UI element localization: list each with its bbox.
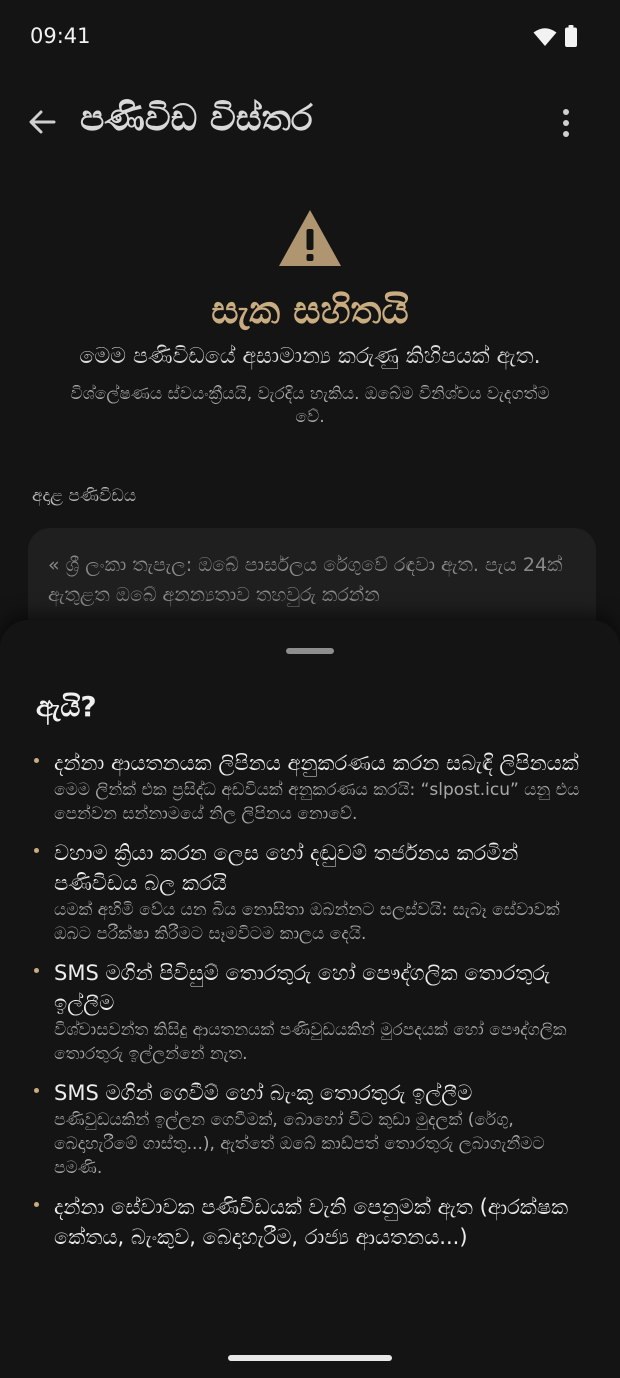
app-bar [0,90,620,160]
status-bar [0,0,620,76]
sheet-drag-handle[interactable] [286,648,334,654]
bullet-icon [34,758,39,763]
reason-item [30,748,590,826]
gesture-nav-bar[interactable] [228,1355,392,1361]
reason-title: දන්නා සේවාවක පණිවිඩයක් වැනි පෙනුමක් ඇත (ආරක්ෂක කේතය, බැංකුව, බෙදාහැරීම, රාජ්‍ය ආයතනය...) [54,1195,569,1249]
reason-item [30,1078,590,1180]
reason-description: මෙම ලින්ක් එක ප්‍රසිද්ධ අඩවියක් අනුකරණය කරයි: “slpost.icu” යනු එය පෙන්වන සන්නාමයේ නිල ලිපිනය නොවේ. [54,780,580,824]
verdict-label: සැක සහිතයි [211,288,409,332]
message-text: « ශ්‍රී ලංකා තැපැල: ඔබේ පාර්සලය රේගුවේ රඳවා ඇත. පැය 24ක් ඇතුළත ඔබේ අනන්‍යතාව තහවුරු කරන්න [48,554,563,606]
reason-title: SMS මගින් පිවිසුම් තොරතුරු හෝ පෞද්ගලික තොරතුරු ඉල්ලීම [54,961,550,1015]
reasons-bottom-sheet [0,620,620,1378]
bullet-icon [34,1202,39,1207]
arrow-back-icon[interactable] [26,106,58,138]
bullet-icon [34,1088,39,1093]
message-section-label: අදාළ පණිවිඩය [32,486,137,506]
reason-title: වහාම ක්‍රියා කරන ලෙස හෝ දඬුවම් තර්ජනය කරමින් පණිවිඩය බල කරයි [54,841,519,895]
reason-description: විශ්වාසවන්ත කිසිදු ආයතනයක් පණිවුඩයකින් මුරපදයක් හෝ පෞද්ගලික තොරතුරු ඉල්ලන්නේ නැත. [54,1020,567,1064]
wifi-icon [533,27,557,47]
bullet-icon [34,848,39,853]
reasons-list [30,748,590,1264]
verdict-disclaimer: විශ්ලේෂණය ස්වයංක්‍රීයයි, වැරදිය හැකිය. ඔබේම විනිශ්චය වැදගත්ම වේ. [70,384,550,427]
sheet-heading: ඇයි? [36,690,97,723]
page-title: පණිවිඩ විස්තර [80,98,313,139]
reason-description: පණිවුඩයකින් ඉල්ලන ගෙවීමක්, බොහෝ විට කුඩා මුදලක් (රේගු, බෙදාහැරීමේ ගාස්තු...), ඇත්තේ ඔබේ කාඩ්පත් තොරතුරු ලබාගැනීමට පමණි. [54,1110,545,1178]
warning-triangle-icon [278,208,342,268]
more-vert-icon[interactable] [552,106,580,140]
reason-item [30,838,590,946]
reason-title: SMS මගින් ගෙවීම් හෝ බැංකු තොරතුරු ඉල්ලීම [54,1081,473,1105]
reason-description: යමක් අහිමි වේය යන බිය නොසිතා ඔබන්නට සලස්වයි: සැබෑ සේවාවක් ඔබට පරීක්ෂා කිරීමට සෑමවිටම කාලය දෙයි. [54,900,560,944]
bullet-icon [34,968,39,973]
reason-item [30,1192,590,1252]
status-time: 09:41 [30,24,91,48]
reason-item [30,958,590,1066]
battery-icon [565,25,577,47]
verdict-subtitle: මෙම පණිවිඩයේ අසාමාන්‍ය කරුණු කිහිපයක් ඇත. [79,344,541,369]
reason-title: දන්නා ආයතනයක ලිපිනය අනුකරණය කරන සබැඳි ලිපිනයක් [54,751,579,775]
